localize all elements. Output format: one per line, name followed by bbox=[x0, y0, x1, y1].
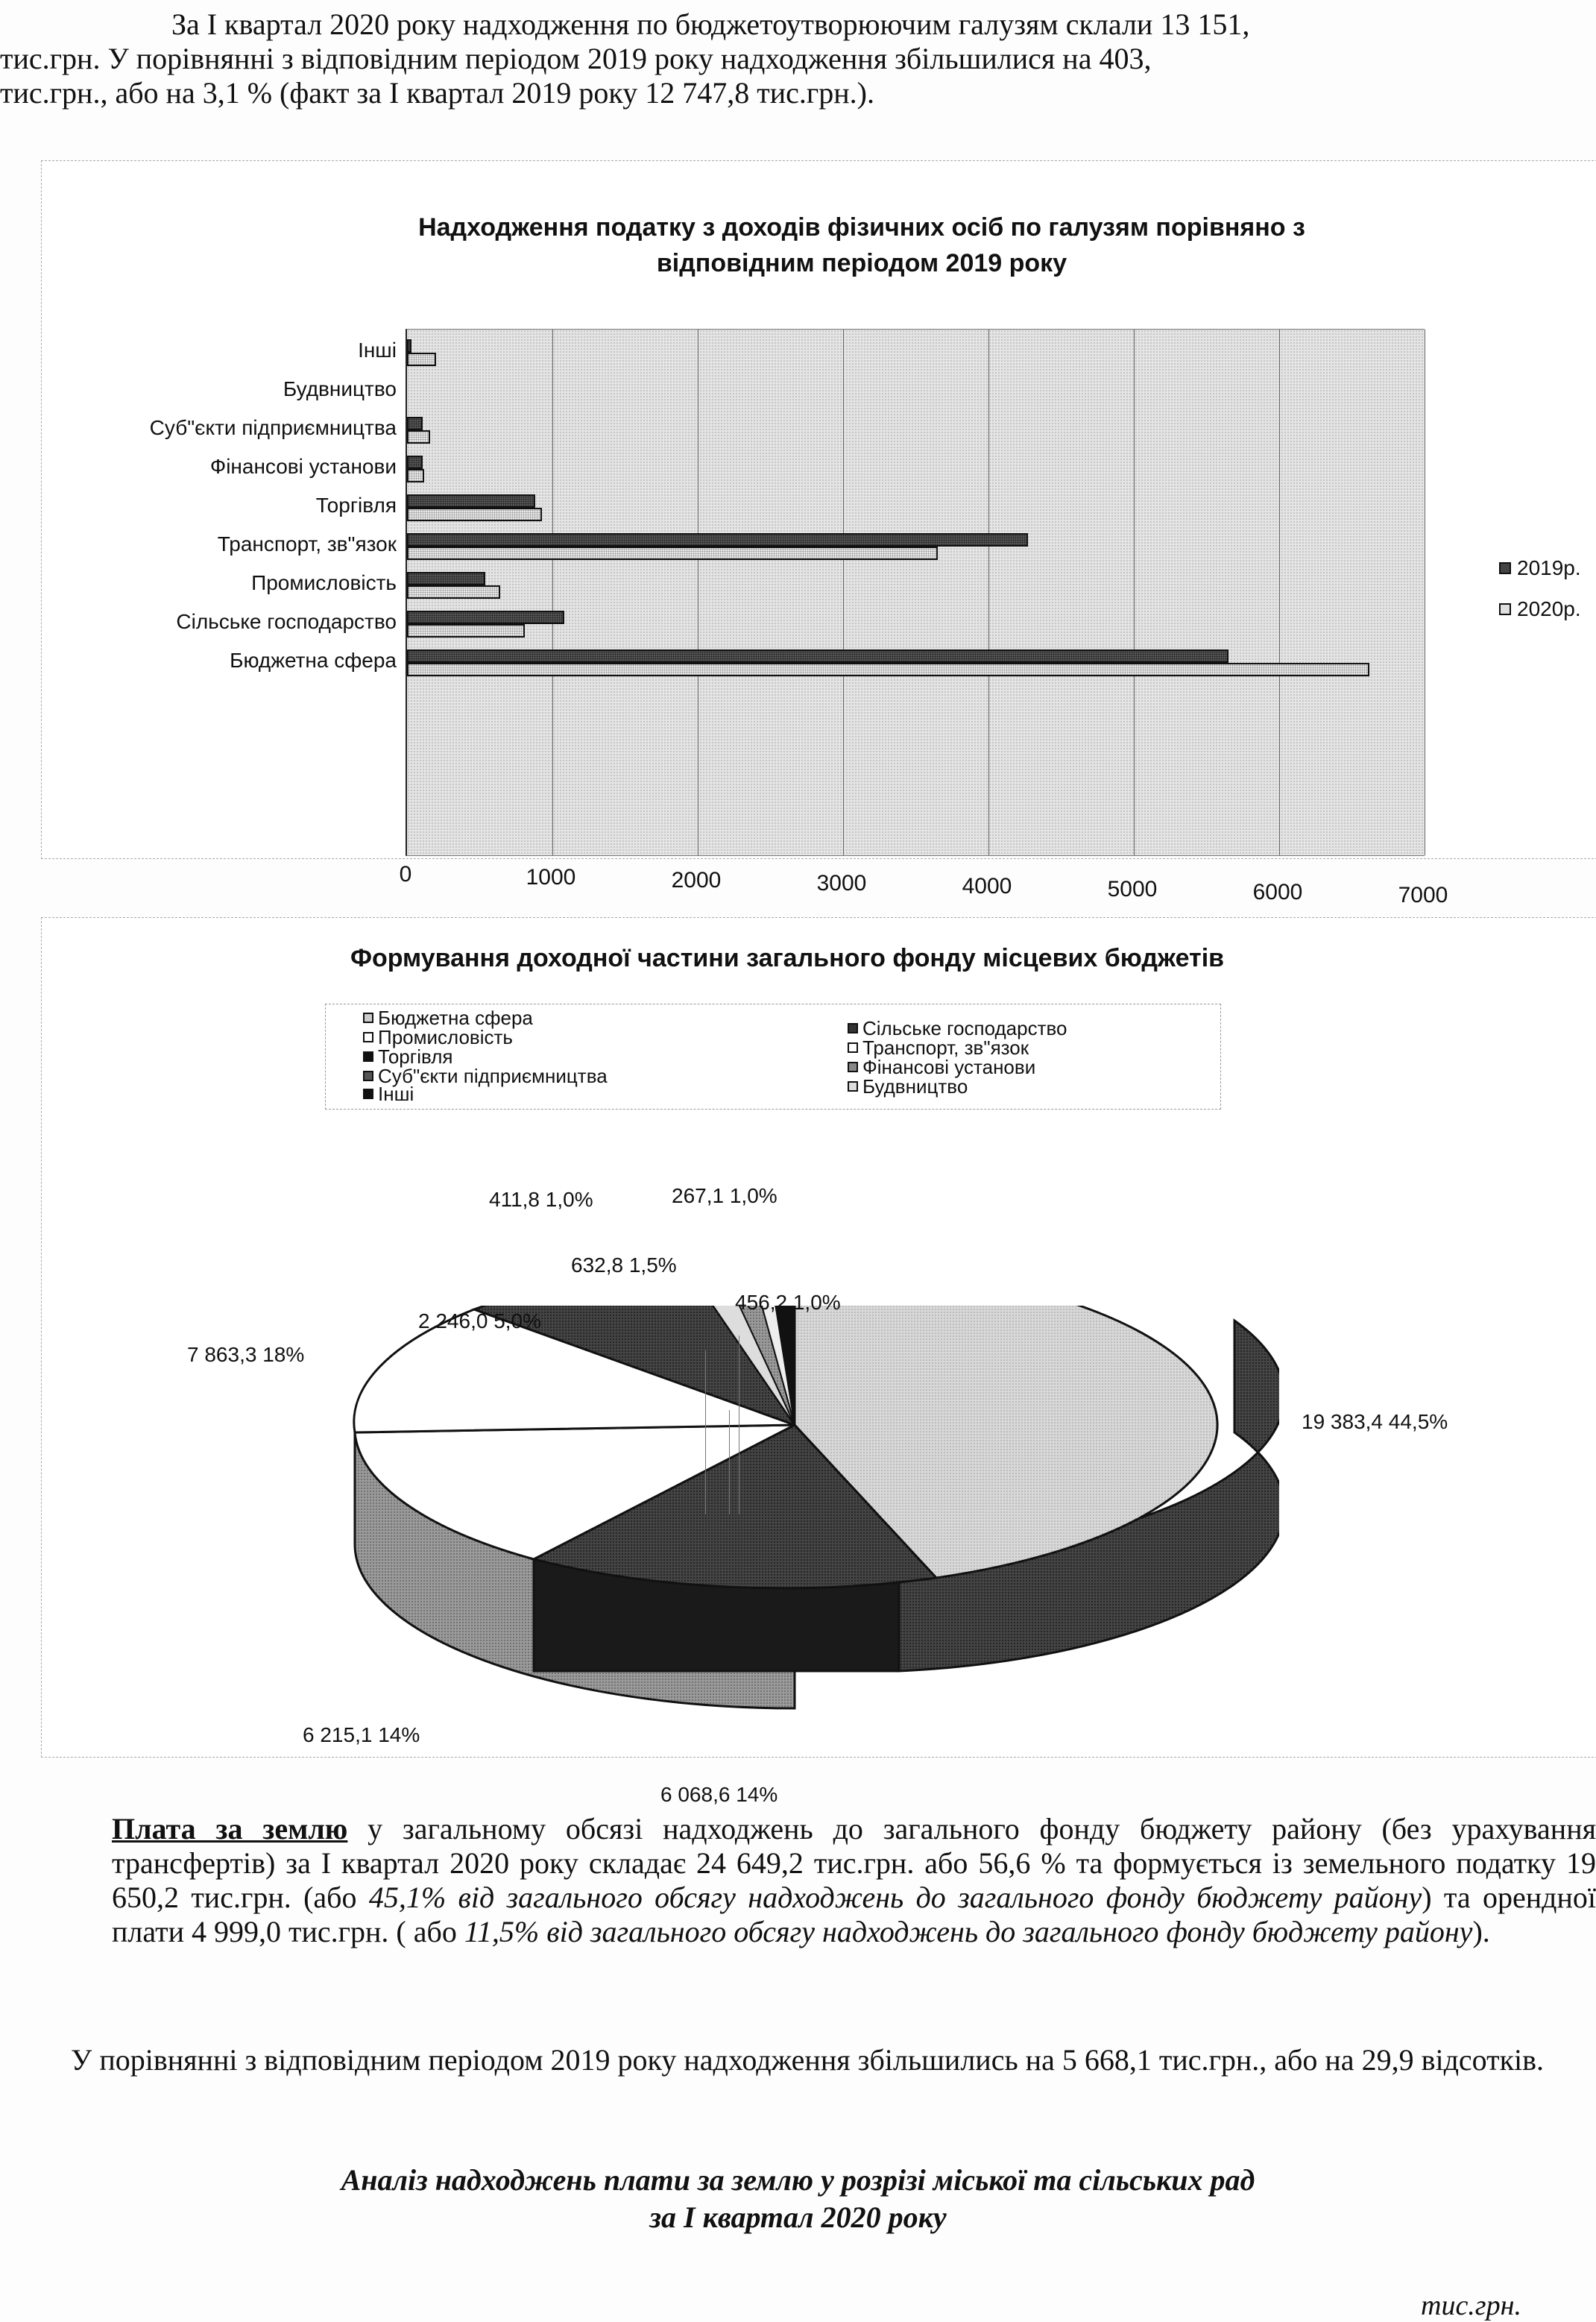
comparison-paragraph bbox=[0, 2043, 1596, 2077]
pie-legend-item bbox=[848, 1057, 1035, 1077]
legend-label-2020: 2020р. bbox=[1517, 597, 1581, 620]
pie-label-industry: 6 215,1 14% bbox=[303, 1723, 420, 1746]
pie-legend-label: Торгівля bbox=[378, 1045, 453, 1068]
pie-legend-label: Сільське господарство bbox=[862, 1017, 1067, 1039]
pie-legend-label: Будвництво bbox=[862, 1075, 968, 1098]
category-label: Будвництво bbox=[283, 377, 397, 400]
swatch-icon bbox=[363, 1089, 373, 1099]
bar-chart-title bbox=[228, 210, 1495, 281]
pie-chart-title: Формування доходної частини загального фонду місцевих бюджетів bbox=[350, 944, 1225, 972]
legend-2019 bbox=[1499, 556, 1581, 580]
pie-legend-item bbox=[363, 1027, 513, 1048]
pie-label-agri: 6 068,6 14% bbox=[660, 1783, 778, 1806]
pie-legend-item bbox=[848, 1037, 1029, 1058]
gridline bbox=[1279, 330, 1280, 855]
category-label: Промисловість bbox=[251, 571, 397, 594]
pie-legend-label: Інші bbox=[378, 1083, 414, 1105]
category-label: Сільське господарство bbox=[176, 610, 397, 633]
pie-label-transport: 7 863,3 18% bbox=[187, 1343, 305, 1366]
bar-2019р. bbox=[407, 417, 423, 430]
bar-2019р. bbox=[407, 572, 485, 585]
x-tick-label: 1000 bbox=[526, 865, 576, 890]
gridline bbox=[552, 330, 553, 855]
unit-label: тис.грн. bbox=[1421, 2290, 1521, 2321]
legend-swatch-2020-icon bbox=[1499, 603, 1511, 615]
pie-legend-label: Суб"єкти підприємництва bbox=[378, 1065, 608, 1087]
bar-chart-title-line-2: відповідним періодом 2019 року bbox=[656, 249, 1067, 277]
intro-line-2: тис.грн. У порівнянні з відповідним періодом 2019 року надходження збільшилися на 403, bbox=[0, 42, 1152, 75]
land-text-3: ). bbox=[1472, 1915, 1490, 1948]
swatch-icon bbox=[363, 1051, 373, 1062]
land-fee-heading: Плата за землю bbox=[112, 1812, 348, 1846]
swatch-icon bbox=[848, 1023, 858, 1033]
category-label: Фінансові установи bbox=[209, 455, 397, 478]
budget-formation-pie-chart bbox=[41, 917, 1596, 1806]
land-text-2: ) та орендної плати 4 999,0 тис.грн. ( або bbox=[112, 1881, 1596, 1948]
bar-2019р. bbox=[407, 456, 423, 469]
swatch-icon bbox=[848, 1062, 858, 1072]
category-label: Бюджетна сфера bbox=[230, 649, 397, 672]
bar-2019р. bbox=[407, 533, 1028, 547]
x-tick-label: 4000 bbox=[962, 874, 1012, 899]
pie-legend-item bbox=[363, 1007, 533, 1028]
gridline bbox=[1134, 330, 1135, 855]
swatch-icon bbox=[363, 1032, 373, 1042]
x-tick-label: 7000 bbox=[1398, 883, 1448, 907]
pie-legend bbox=[325, 1004, 1221, 1110]
leader-line bbox=[729, 1410, 730, 1514]
pie-label-budget: 19 383,4 44,5% bbox=[1302, 1410, 1448, 1433]
pie-label-other: 456,2 1,0% bbox=[735, 1291, 841, 1314]
bar-2020р. bbox=[407, 624, 525, 638]
intro-line-1: За I квартал 2020 року надходження по бюджетоутворюючим галузям склали 13 151, bbox=[171, 7, 1250, 41]
legend-swatch-2019-icon bbox=[1499, 562, 1511, 574]
swatch-icon bbox=[363, 1013, 373, 1023]
category-label: Інші bbox=[358, 339, 397, 362]
x-tick-label: 0 bbox=[399, 862, 412, 887]
bar-2020р. bbox=[407, 353, 436, 366]
category-label: Транспорт, зв"язок bbox=[217, 532, 397, 556]
pie-legend-label: Транспорт, зв"язок bbox=[862, 1036, 1029, 1059]
bar-2020р. bbox=[407, 508, 542, 521]
bar-2019р. bbox=[407, 494, 535, 508]
x-tick-label: 5000 bbox=[1107, 877, 1158, 902]
analysis-heading-line-1: Аналіз надходжень плати за землю у розрізі міської та сільських рад bbox=[341, 2163, 1255, 2197]
pit-by-sector-bar-chart bbox=[41, 160, 1596, 907]
legend-label-2019: 2019р. bbox=[1517, 556, 1581, 579]
swatch-icon bbox=[848, 1081, 858, 1092]
pie-label-construction: 267,1 1,0% bbox=[672, 1184, 778, 1207]
pie-legend-label: Бюджетна сфера bbox=[378, 1007, 533, 1029]
pie-legend-label: Промисловість bbox=[378, 1026, 513, 1048]
bar-2020р. bbox=[407, 547, 938, 560]
bar-2020р. bbox=[407, 430, 430, 444]
legend-2020 bbox=[1499, 597, 1581, 621]
bar-chart-title-line-1: Надходження податку з доходів фізичних осіб по галузям порівняно з bbox=[418, 213, 1305, 242]
pie-legend-item bbox=[848, 1018, 1067, 1039]
pie-legend-label: Фінансові установи bbox=[862, 1056, 1036, 1078]
pie-legend-item bbox=[848, 1076, 968, 1097]
leader-line bbox=[705, 1350, 706, 1514]
analysis-heading-line-2: за I квартал 2020 року bbox=[649, 2200, 947, 2234]
intro-line-3: тис.грн., або на 3,1 % (факт за I квартал 2019 року 12 747,8 тис.грн.). bbox=[0, 76, 874, 110]
swatch-icon bbox=[363, 1071, 373, 1081]
x-tick-label: 3000 bbox=[816, 871, 867, 896]
pie-legend-item bbox=[363, 1083, 414, 1104]
land-fee-paragraph bbox=[0, 1812, 1596, 1949]
bar-2019р. bbox=[407, 339, 411, 353]
swatch-icon bbox=[848, 1042, 858, 1053]
category-label: Торгівля bbox=[315, 494, 397, 517]
comparison-text: У порівнянні з відповідним періодом 2019 року надходження збільшились на 5 668,1 тис.грн., або на 29,9 відсотків. bbox=[71, 2043, 1545, 2077]
bar-2019р. bbox=[407, 611, 564, 624]
pie-label-trade: 2 246,0 5,0% bbox=[418, 1309, 542, 1333]
category-label: Суб"єкти підприємництва bbox=[149, 416, 397, 439]
bar-2019р. bbox=[407, 649, 1228, 663]
pie-3d-graphic bbox=[310, 1306, 1279, 1723]
pie-label-entrepreneurs: 411,8 1,0% bbox=[489, 1188, 593, 1211]
intro-paragraph bbox=[0, 7, 1596, 110]
bar-2020р. bbox=[407, 469, 424, 482]
bar-2020р. bbox=[407, 585, 500, 599]
gridline bbox=[843, 330, 844, 855]
pie-legend-item bbox=[363, 1046, 453, 1067]
land-italic-2: 11,5% від загального обсягу надходжень до загального фонду бюджету району bbox=[464, 1915, 1473, 1948]
bar-plot-area bbox=[406, 329, 1425, 856]
gridline bbox=[988, 330, 989, 855]
land-text-1: у загальному обсязі надходжень до загального фонду бюджету району (без урахування трансфертів) за I квартал 2020 року складає 24 649,2 тис.грн. або 56,6 % та формується із земельного податку 19 650,2 тис.грн. (або bbox=[112, 1812, 1596, 1914]
bar-2020р. bbox=[407, 663, 1369, 676]
pie-label-finance: 632,8 1,5% bbox=[571, 1253, 677, 1277]
land-italic-1: 45,1% від загального обсягу надходжень до загального фонду бюджету району bbox=[368, 1881, 1422, 1914]
x-tick-label: 2000 bbox=[671, 868, 722, 893]
x-tick-label: 6000 bbox=[1252, 880, 1303, 904]
